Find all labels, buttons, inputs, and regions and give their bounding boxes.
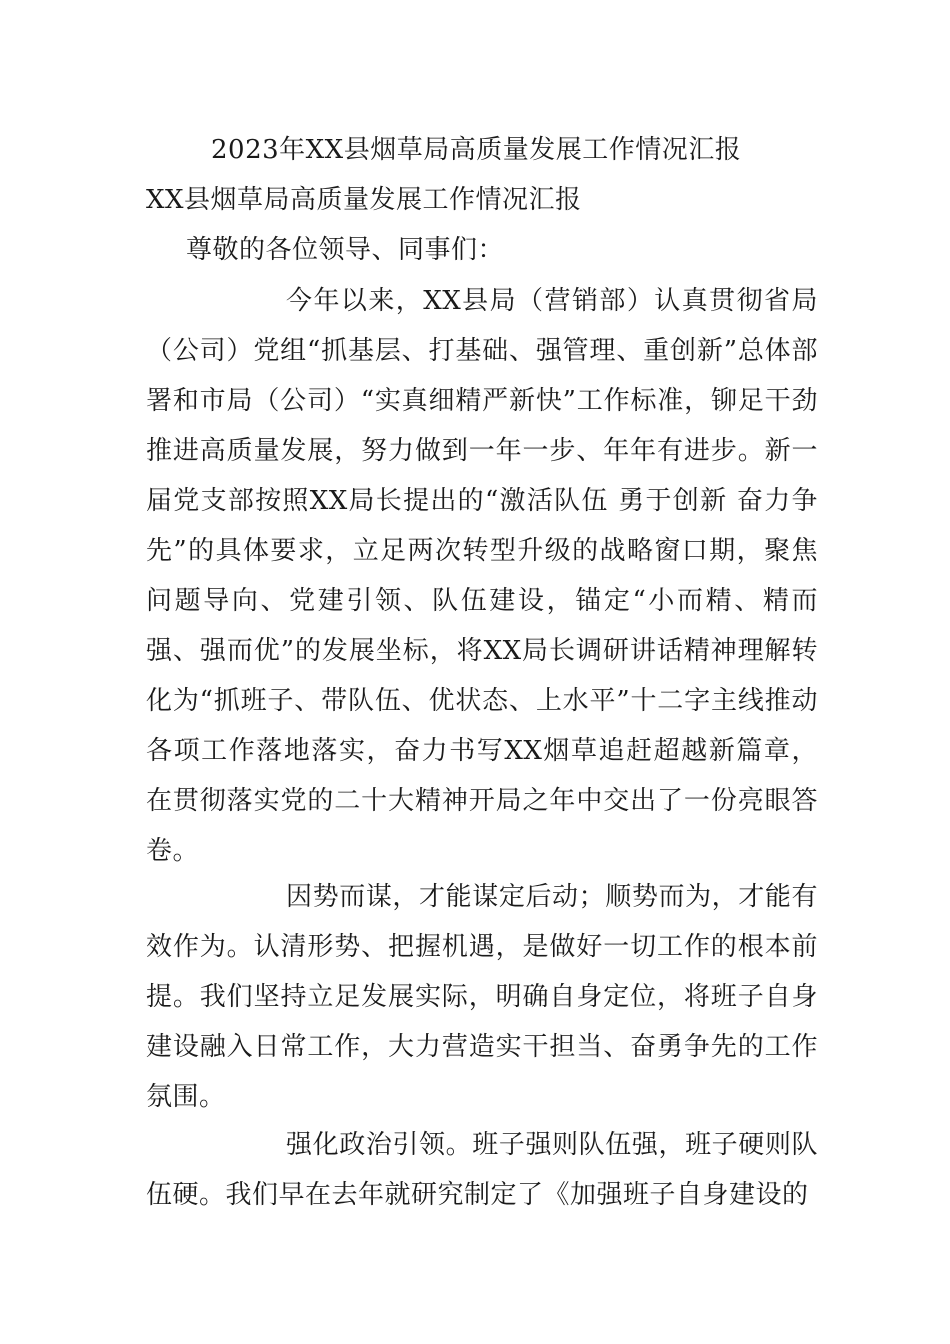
greeting-line: 尊敬的各位领导、同事们： [186, 235, 505, 265]
document-subtitle: XX县烟草局高质量发展工作情况汇报 [146, 185, 582, 215]
document-title: 2023年XX县烟草局高质量发展工作情况汇报 [211, 135, 742, 165]
body-paragraph-2: 因势而谋，才能谋定后动；顺势而为，才能有效作为。认清形势、把握机遇，是做好一切工作的根本前提。我们坚持立足发展实际，明确自身定位，将班子自身建设融入日常工作，大力营造实干担当、奋勇争先的工作氛围。 [146, 882, 818, 1112]
body-paragraph-1: 今年以来，XX县局（营销部）认真贯彻省局（公司）党组“抓基层、打基础、强管理、重创新”总体部署和市局（公司）“实真细精严新快”工作标准，铆足干劲推进高质量发展，努力做到一年一步、年年有进步。新一届党支部按照XX局长提出的“激活队伍 勇于创新 奋力争先”的具体要求，立足两次转型升级的战略窗口期，聚焦问题导向、党建引领、队伍建设，锚定“小而精、精而强、强而优”的发展坐标，将XX局长调研讲话精神理解转化为“抓班子、带队伍、优状态、上水平”十二字主线推动各项工作落地落实，奋力书写XX烟草追赶超越新篇章，在贯彻落实党的二十大精神开局之年中交出了一份亮眼答卷。 [146, 286, 818, 866]
body-paragraph-3: 强化政治引领。班子强则队伍强，班子硬则队伍硬。我们早在去年就研究制定了《加强班子自身建设的 [146, 1130, 818, 1210]
